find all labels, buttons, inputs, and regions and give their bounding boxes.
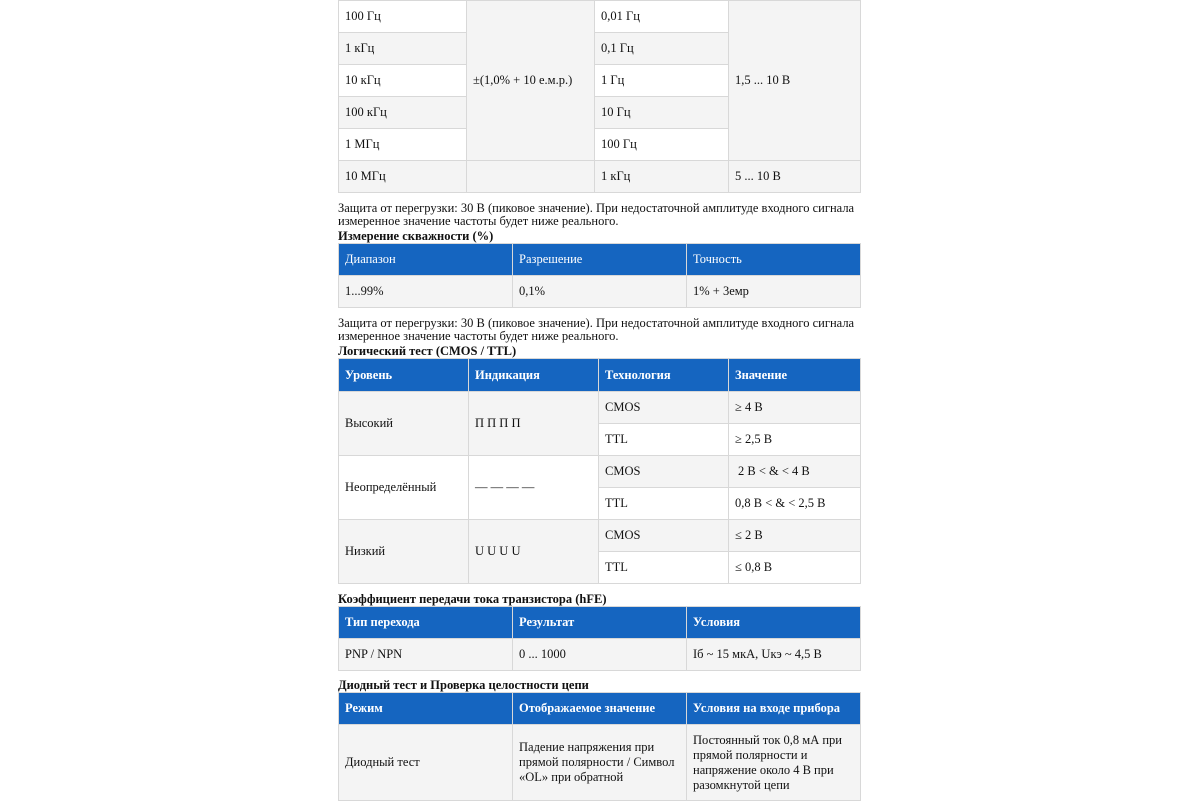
hfe-header-result: Результат <box>513 607 687 639</box>
logic-tech-cell: TTL <box>599 488 729 520</box>
duty-header-accuracy: Точность <box>687 244 861 276</box>
freq-range-cell: 1 кГц <box>339 33 467 65</box>
freq-range-cell: 100 кГц <box>339 97 467 129</box>
logic-value-cell: 0,8 В < & < 2,5 В <box>729 488 861 520</box>
diode-conditions-cell: Постоянный ток 0,8 мА при прямой полярности и напряжение около 4 В при разомкнутой цепи <box>687 725 861 801</box>
diode-mode-cell: Диодный тест <box>339 725 513 801</box>
logic-header-technology: Технология <box>599 359 729 392</box>
logic-indication-undefined: — — — — <box>469 456 599 520</box>
freq-resolution-cell: 1 Гц <box>595 65 729 97</box>
diode-header-display: Отображаемое значение <box>513 693 687 725</box>
overload-note: Защита от перегрузки: 30 В (пиковое значение). При недостаточной амплитуде входного сигнала измеренное значение частоты будет ниже реального. <box>338 201 855 228</box>
logic-value-cell: ≤ 0,8 В <box>729 552 861 584</box>
logic-tech-cell: CMOS <box>599 520 729 552</box>
logic-table <box>338 358 861 584</box>
logic-header-level: Уровень <box>339 359 469 392</box>
hfe-type-cell: PNP / NPN <box>339 639 513 671</box>
freq-resolution-cell: 0,01 Гц <box>595 1 729 33</box>
freq-accuracy-empty-cell <box>467 161 595 193</box>
overload-note: Защита от перегрузки: 30 В (пиковое значение). При недостаточной амплитуде входного сигнала измеренное значение частоты будет ниже реального. <box>338 316 855 343</box>
logic-level-low: Низкий <box>339 520 469 584</box>
duty-range-cell: 1...99% <box>339 276 513 308</box>
freq-range-cell: 10 кГц <box>339 65 467 97</box>
duty-header-range: Диапазон <box>339 244 513 276</box>
section-title-diode: Диодный тест и Проверка целостности цепи <box>338 678 589 692</box>
logic-value-cell: ≥ 2,5 В <box>729 424 861 456</box>
freq-resolution-cell: 10 Гц <box>595 97 729 129</box>
hfe-conditions-cell: Iб ~ 15 мкА, Uкэ ~ 4,5 В <box>687 639 861 671</box>
freq-resolution-cell: 100 Гц <box>595 129 729 161</box>
section-title-logic: Логический тест (CMOS / TTL) <box>338 344 517 358</box>
hfe-table <box>338 606 861 671</box>
logic-indication-high: П П П П <box>469 392 599 456</box>
diode-table <box>338 692 861 801</box>
duty-accuracy-cell: 1% + 3емр <box>687 276 861 308</box>
freq-range-cell: 1 МГц <box>339 129 467 161</box>
hfe-header-conditions: Условия <box>687 607 861 639</box>
logic-value-cell: ≥ 4 В <box>729 392 861 424</box>
freq-range-cell: 100 Гц <box>339 1 467 33</box>
logic-header-indication: Индикация <box>469 359 599 392</box>
freq-accuracy-cell: ±(1,0% + 10 е.м.р.) <box>467 1 595 161</box>
freq-resolution-cell: 0,1 Гц <box>595 33 729 65</box>
frequency-table <box>338 0 861 193</box>
logic-tech-cell: TTL <box>599 552 729 584</box>
freq-resolution-cell: 1 кГц <box>595 161 729 193</box>
freq-sensitivity-cell: 1,5 ... 10 В <box>729 1 861 161</box>
hfe-result-cell: 0 ... 1000 <box>513 639 687 671</box>
logic-tech-cell: CMOS <box>599 392 729 424</box>
hfe-header-type: Тип перехода <box>339 607 513 639</box>
duty-resolution-cell: 0,1% <box>513 276 687 308</box>
section-title-duty: Измерение скважности (%) <box>338 229 494 243</box>
logic-tech-cell: CMOS <box>599 456 729 488</box>
freq-sensitivity-cell: 5 ... 10 В <box>729 161 861 193</box>
diode-header-mode: Режим <box>339 693 513 725</box>
logic-header-value: Значение <box>729 359 861 392</box>
duty-table <box>338 243 861 308</box>
diode-display-cell: Падение напряжения при прямой полярности / Символ «OL» при обратной <box>513 725 687 801</box>
logic-value-cell: 2 В < & < 4 В <box>729 456 861 488</box>
logic-indication-low: U U U U <box>469 520 599 584</box>
freq-range-cell: 10 МГц <box>339 161 467 193</box>
diode-header-conditions: Условия на входе прибора <box>687 693 861 725</box>
logic-level-undefined: Неопределённый <box>339 456 469 520</box>
logic-value-cell: ≤ 2 В <box>729 520 861 552</box>
duty-header-resolution: Разрешение <box>513 244 687 276</box>
section-title-hfe: Коэффициент передачи тока транзистора (hFE) <box>338 592 607 606</box>
logic-level-high: Высокий <box>339 392 469 456</box>
logic-tech-cell: TTL <box>599 424 729 456</box>
